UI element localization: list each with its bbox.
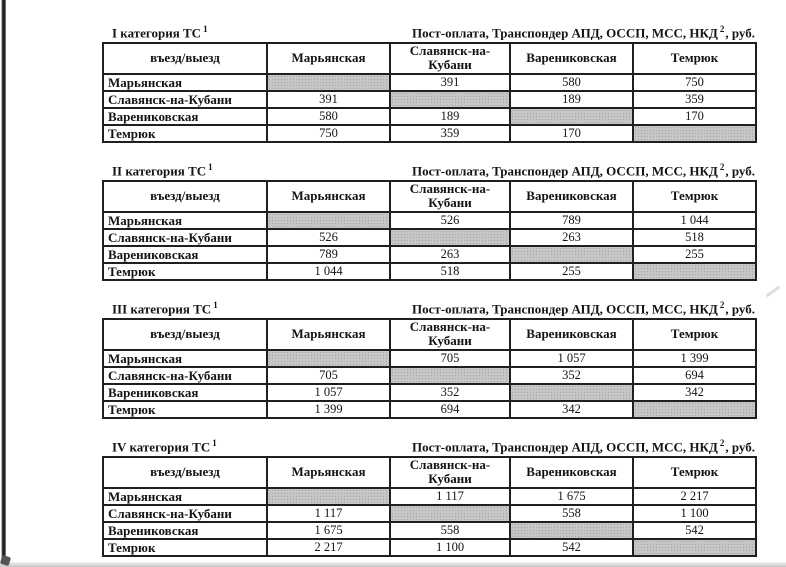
toll-value-cell: 1 675 xyxy=(510,488,633,505)
payment-methods-text: Пост-оплата, Транспондер АПД, ОССП, МСС, НКД xyxy=(411,301,718,317)
table-row xyxy=(103,539,756,556)
toll-value-cell: 1 117 xyxy=(390,488,510,505)
column-header-varenikovskaya: Варениковская xyxy=(510,43,633,74)
payment-currency-suffix: , руб. xyxy=(725,439,755,455)
column-header-slavyansk: Славянск-на-Кубани xyxy=(390,319,510,350)
row-label: Темрюк xyxy=(103,401,267,418)
table-row xyxy=(103,384,756,401)
category-3-label: III категория ТС xyxy=(112,301,212,317)
payment-methods-text: Пост-оплата, Транспондер АПД, ОССП, МСС, НКД xyxy=(411,163,718,179)
toll-table-category-2 xyxy=(102,180,757,281)
toll-value-cell: 359 xyxy=(390,125,510,142)
toll-value-cell: 255 xyxy=(510,263,633,280)
toll-value-cell: 263 xyxy=(390,246,510,263)
toll-value-cell: 391 xyxy=(390,74,510,91)
diagonal-shaded-cell xyxy=(510,384,633,401)
diagonal-shaded-cell xyxy=(633,125,756,142)
column-header-maryanskaya: Марьянская xyxy=(267,181,390,212)
diagonal-shaded-cell xyxy=(633,401,756,418)
column-header-temryuk: Темрюк xyxy=(633,43,756,74)
table-row xyxy=(103,367,756,384)
toll-value-cell: 518 xyxy=(390,263,510,280)
category-1-title xyxy=(102,24,209,41)
toll-value-cell: 1 675 xyxy=(267,522,390,539)
diagonal-shaded-cell xyxy=(633,539,756,556)
toll-value-cell: 1 100 xyxy=(390,539,510,556)
toll-value-cell: 694 xyxy=(633,367,756,384)
payment-methods-text: Пост-оплата, Транспондер АПД, ОССП, МСС, НКД xyxy=(411,439,718,455)
row-label: Марьянская xyxy=(103,74,267,91)
diagonal-shaded-cell xyxy=(633,263,756,280)
category-1-title-row xyxy=(102,24,755,39)
category-3-section xyxy=(102,300,755,419)
category-3-title xyxy=(102,300,219,317)
toll-table-category-4 xyxy=(102,456,757,557)
toll-value-cell: 352 xyxy=(510,367,633,384)
category-4-footnote-ref: 1 xyxy=(212,438,217,448)
toll-value-cell: 1 057 xyxy=(267,384,390,401)
corner-header: въезд/выезд xyxy=(103,457,267,488)
payment-methods-text: Пост-оплата, Транспондер АПД, ОССП, МСС, НКД xyxy=(411,25,718,41)
diagonal-shaded-cell xyxy=(510,108,633,125)
row-label: Варениковская xyxy=(103,522,267,539)
toll-value-cell: 1 044 xyxy=(633,212,756,229)
toll-value-cell: 1 117 xyxy=(267,505,390,522)
payment-methods-title-1 xyxy=(412,24,755,41)
row-label: Темрюк xyxy=(103,263,267,280)
column-header-varenikovskaya: Варениковская xyxy=(510,181,633,212)
toll-value-cell: 526 xyxy=(267,229,390,246)
column-header-slavyansk: Славянск-на-Кубани xyxy=(390,181,510,212)
header-row xyxy=(103,43,756,74)
row-label: Славянск-на-Кубани xyxy=(103,229,267,246)
header-row xyxy=(103,457,756,488)
toll-value-cell: 1 399 xyxy=(267,401,390,418)
category-1-footnote-ref: 1 xyxy=(203,24,208,34)
toll-value-cell: 518 xyxy=(633,229,756,246)
toll-value-cell: 1 044 xyxy=(267,263,390,280)
toll-value-cell: 705 xyxy=(267,367,390,384)
table-row xyxy=(103,350,756,367)
toll-value-cell: 750 xyxy=(633,74,756,91)
toll-table-category-3 xyxy=(102,318,757,419)
toll-value-cell: 2 217 xyxy=(267,539,390,556)
row-label: Варениковская xyxy=(103,108,267,125)
header-row xyxy=(103,181,756,212)
payment-currency-suffix: , руб. xyxy=(725,25,755,41)
table-row xyxy=(103,401,756,418)
toll-value-cell: 189 xyxy=(510,91,633,108)
table-row xyxy=(103,263,756,280)
toll-value-cell: 255 xyxy=(633,246,756,263)
table-row xyxy=(103,246,756,263)
diagonal-shaded-cell xyxy=(390,91,510,108)
table-row xyxy=(103,91,756,108)
toll-value-cell: 1 100 xyxy=(633,505,756,522)
toll-value-cell: 558 xyxy=(510,505,633,522)
table-row xyxy=(103,74,756,91)
diagonal-shaded-cell xyxy=(390,229,510,246)
toll-value-cell: 170 xyxy=(633,108,756,125)
toll-value-cell: 1 399 xyxy=(633,350,756,367)
category-2-label: II категория ТС xyxy=(112,163,207,179)
table-row xyxy=(103,212,756,229)
toll-value-cell: 542 xyxy=(510,539,633,556)
toll-value-cell: 789 xyxy=(267,246,390,263)
row-label: Марьянская xyxy=(103,488,267,505)
category-1-label: I категория ТС xyxy=(112,25,202,41)
column-header-slavyansk: Славянск-на-Кубани xyxy=(390,457,510,488)
payment-methods-title-3 xyxy=(412,300,755,317)
payment-currency-suffix: , руб. xyxy=(725,301,755,317)
payment-footnote-ref: 2 xyxy=(719,24,725,34)
toll-value-cell: 526 xyxy=(390,212,510,229)
toll-value-cell: 263 xyxy=(510,229,633,246)
diagonal-shaded-cell xyxy=(267,350,390,367)
column-header-temryuk: Темрюк xyxy=(633,319,756,350)
row-label: Марьянская xyxy=(103,350,267,367)
payment-footnote-ref: 2 xyxy=(719,162,725,172)
corner-header: въезд/выезд xyxy=(103,43,267,74)
toll-value-cell: 2 217 xyxy=(633,488,756,505)
row-label: Славянск-на-Кубани xyxy=(103,367,267,384)
column-header-temryuk: Темрюк xyxy=(633,457,756,488)
column-header-temryuk: Темрюк xyxy=(633,181,756,212)
toll-table-category-1 xyxy=(102,42,757,143)
toll-value-cell: 694 xyxy=(390,401,510,418)
column-header-slavyansk: Славянск-на-Кубани xyxy=(390,43,510,74)
column-header-maryanskaya: Марьянская xyxy=(267,457,390,488)
scan-page-bottom-shadow xyxy=(0,562,786,567)
diagonal-shaded-cell xyxy=(510,522,633,539)
category-3-title-row xyxy=(102,300,755,315)
row-label: Темрюк xyxy=(103,125,267,142)
table-row xyxy=(103,108,756,125)
category-3-footnote-ref: 1 xyxy=(213,300,218,310)
table-row xyxy=(103,505,756,522)
toll-value-cell: 580 xyxy=(510,74,633,91)
toll-value-cell: 359 xyxy=(633,91,756,108)
corner-header: въезд/выезд xyxy=(103,319,267,350)
category-4-label: IV категория ТС xyxy=(112,439,211,455)
column-header-varenikovskaya: Варениковская xyxy=(510,457,633,488)
column-header-maryanskaya: Марьянская xyxy=(267,319,390,350)
toll-value-cell: 189 xyxy=(390,108,510,125)
row-label: Марьянская xyxy=(103,212,267,229)
row-label: Темрюк xyxy=(103,539,267,556)
payment-methods-title-4 xyxy=(412,438,755,455)
header-row xyxy=(103,319,756,350)
table-row xyxy=(103,125,756,142)
category-4-title xyxy=(102,438,218,455)
scan-page-left-edge xyxy=(1,0,6,567)
category-4-section xyxy=(102,438,755,557)
corner-header: въезд/выезд xyxy=(103,181,267,212)
category-2-section xyxy=(102,162,755,281)
table-row xyxy=(103,229,756,246)
diagonal-shaded-cell xyxy=(390,505,510,522)
category-2-title-row xyxy=(102,162,755,177)
toll-value-cell: 342 xyxy=(510,401,633,418)
row-label: Славянск-на-Кубани xyxy=(103,91,267,108)
toll-value-cell: 580 xyxy=(267,108,390,125)
column-header-varenikovskaya: Варениковская xyxy=(510,319,633,350)
table-row xyxy=(103,488,756,505)
row-label: Варениковская xyxy=(103,246,267,263)
diagonal-shaded-cell xyxy=(267,488,390,505)
toll-value-cell: 558 xyxy=(390,522,510,539)
toll-value-cell: 705 xyxy=(390,350,510,367)
scan-artifact-right-margin xyxy=(766,286,781,298)
category-1-section xyxy=(102,24,755,143)
diagonal-shaded-cell xyxy=(267,74,390,91)
toll-value-cell: 391 xyxy=(267,91,390,108)
toll-value-cell: 342 xyxy=(633,384,756,401)
column-header-maryanskaya: Марьянская xyxy=(267,43,390,74)
toll-value-cell: 542 xyxy=(633,522,756,539)
row-label: Славянск-на-Кубани xyxy=(103,505,267,522)
payment-footnote-ref: 2 xyxy=(719,438,725,448)
table-row xyxy=(103,522,756,539)
category-2-title xyxy=(102,162,214,179)
toll-value-cell: 750 xyxy=(267,125,390,142)
toll-value-cell: 789 xyxy=(510,212,633,229)
payment-footnote-ref: 2 xyxy=(719,300,725,310)
payment-currency-suffix: , руб. xyxy=(725,163,755,179)
payment-methods-title-2 xyxy=(412,162,755,179)
category-2-footnote-ref: 1 xyxy=(208,162,213,172)
row-label: Варениковская xyxy=(103,384,267,401)
toll-value-cell: 1 057 xyxy=(510,350,633,367)
diagonal-shaded-cell xyxy=(267,212,390,229)
diagonal-shaded-cell xyxy=(390,367,510,384)
diagonal-shaded-cell xyxy=(510,246,633,263)
toll-value-cell: 170 xyxy=(510,125,633,142)
category-4-title-row xyxy=(102,438,755,453)
toll-value-cell: 352 xyxy=(390,384,510,401)
